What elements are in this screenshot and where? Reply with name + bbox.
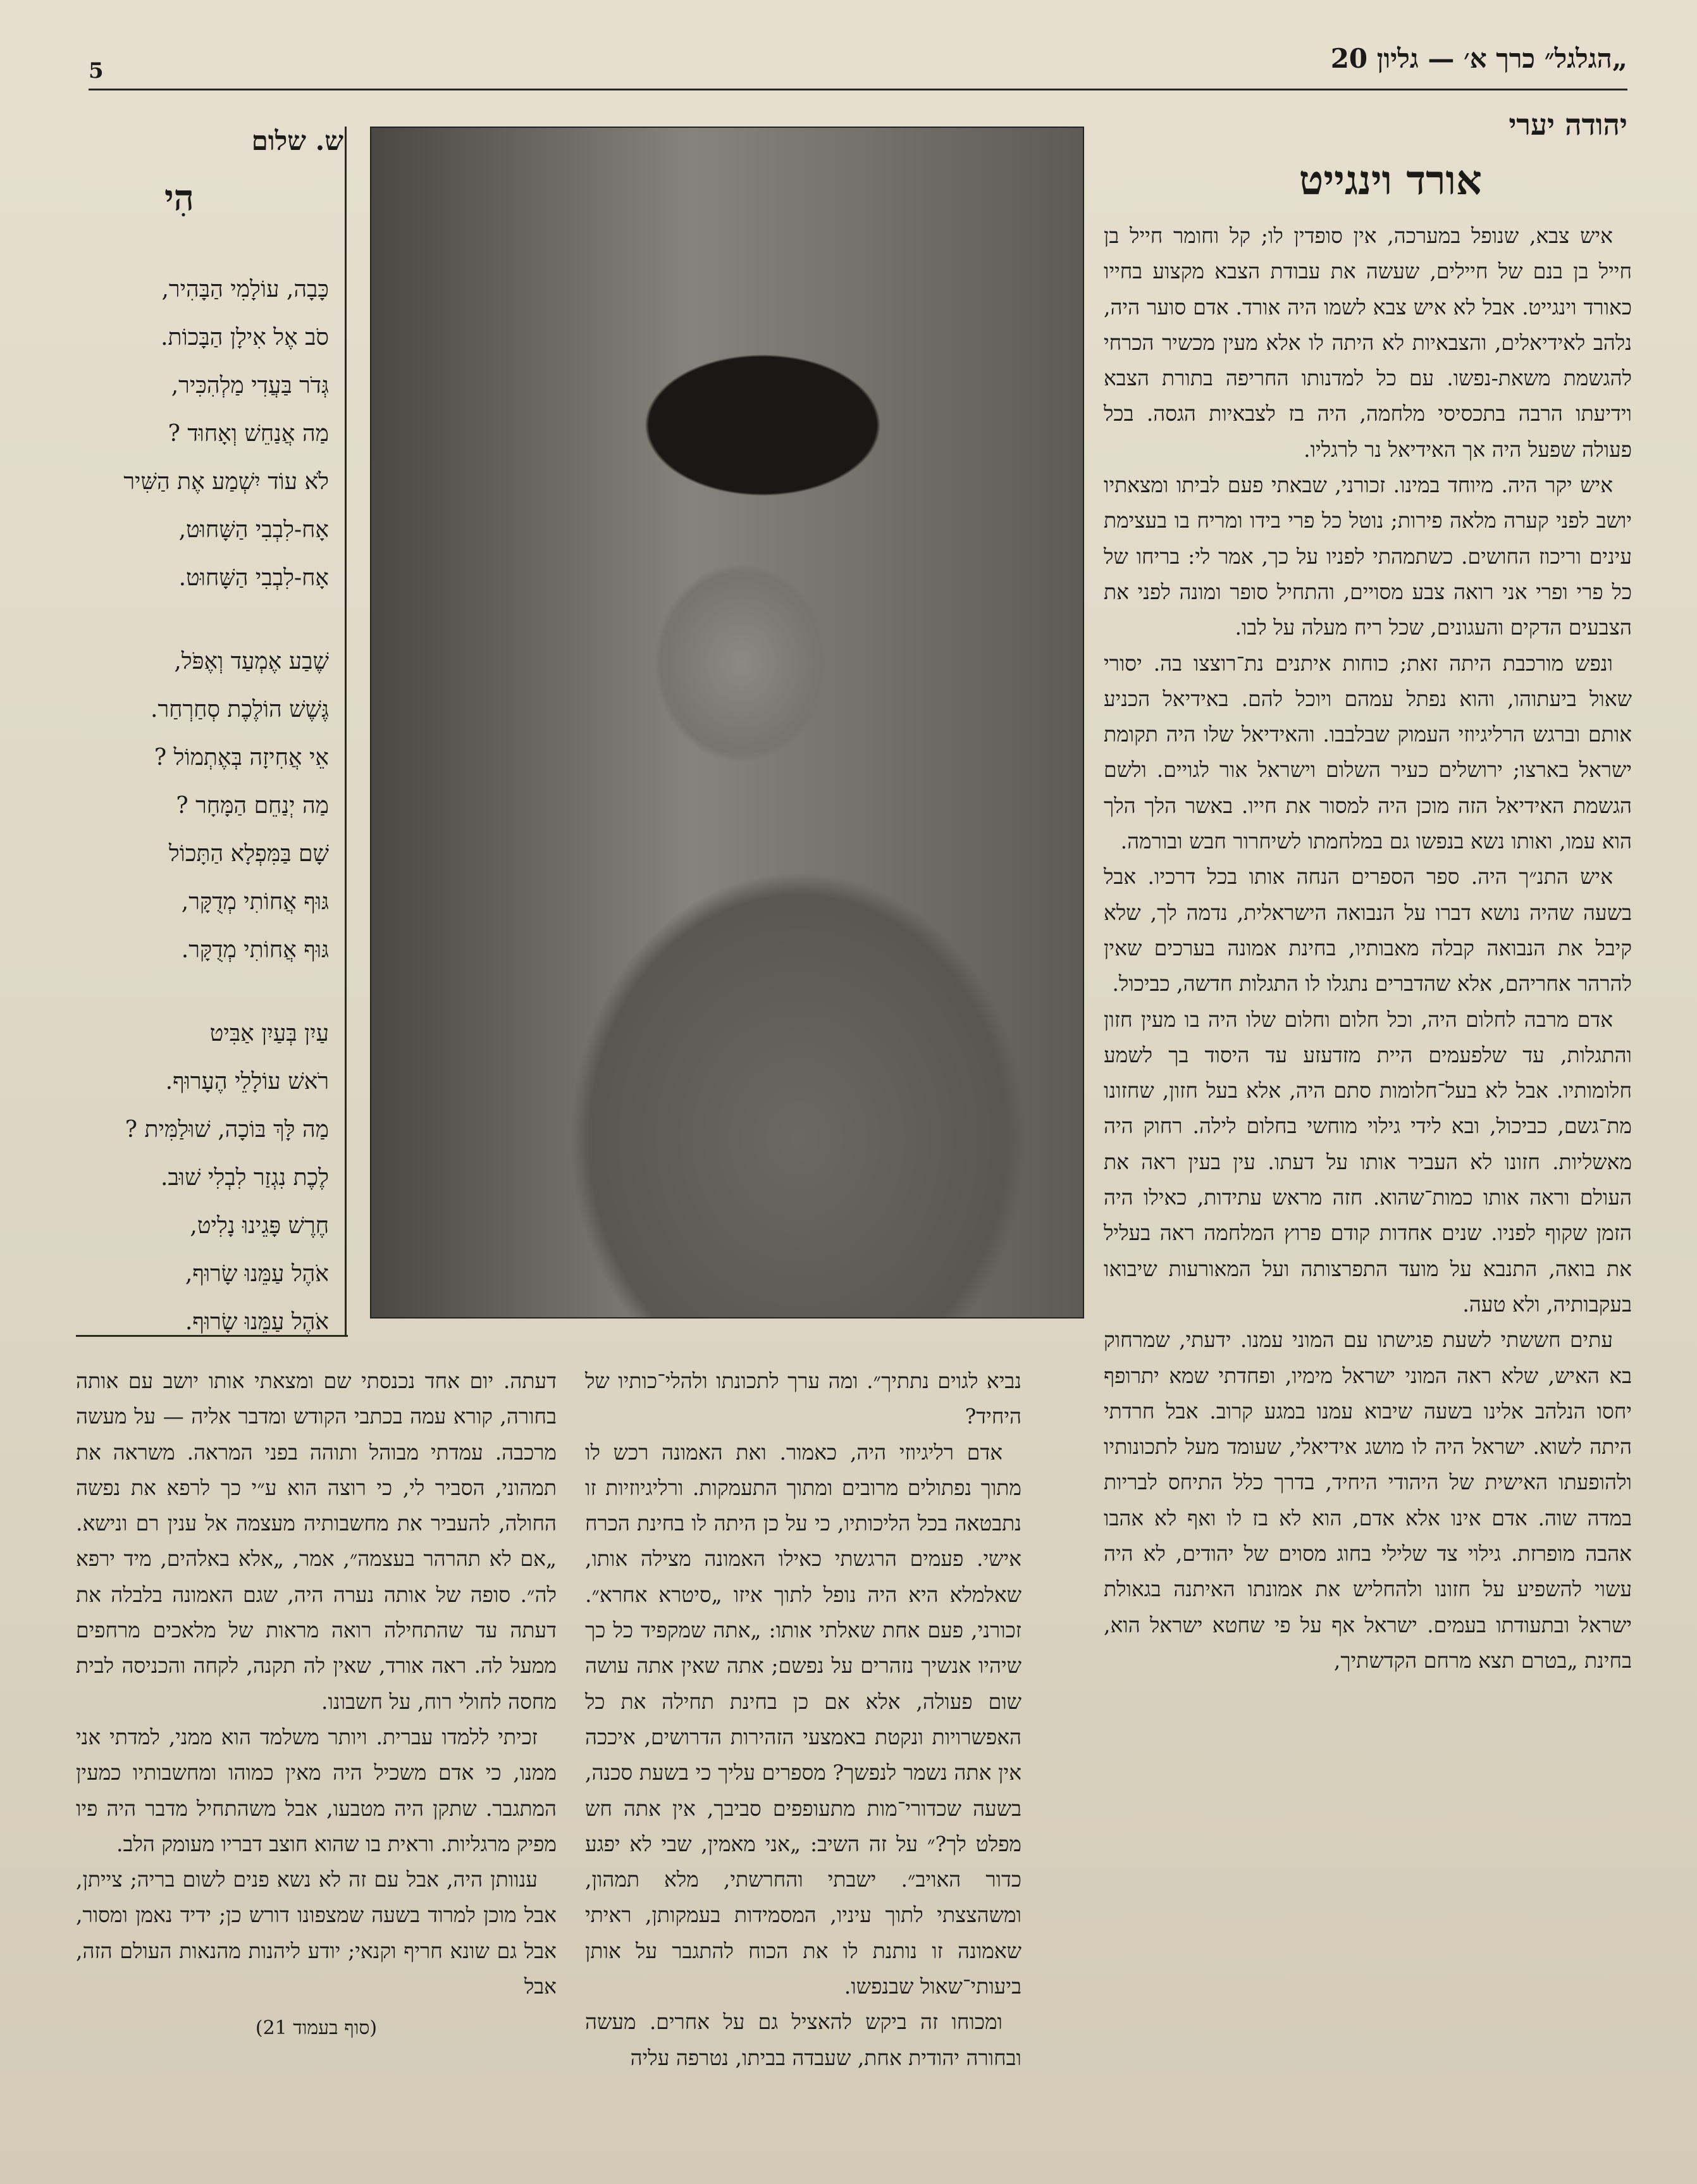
paragraph: ומכוחו זה ביקש להאציל גם על אחרים. מעשה ובחורה יהודית אחת, שעבדה בביתו, נטרפה עליה	[585, 2009, 1021, 2070]
poem-title: הִי	[164, 177, 194, 219]
article-author: יהודה יערי	[1509, 108, 1627, 142]
poem-line: גֶּשֶׁשׁ הוֹלֶכֶת סְחַרְחַר.	[151, 697, 329, 723]
poem-body	[101, 266, 329, 1382]
poem-stanza	[101, 1010, 329, 1346]
paragraph: זכיתי ללמדו עברית. ויותר משלמד הוא ממני, למדתי אני ממנו, כי אדם משכיל היה מאין כמוהו ומחשבותיו כמעין המתגבר. שתקן היה מטבעו, אבל משהתחיל מדבר היה פיו מפיק מרגליות. וראית בו שהוא חוצב דבריו מעומק הלב.	[76, 1724, 557, 1856]
article-column-middle	[585, 1363, 1021, 2076]
poem-line: רֹאשׁ עוֹלָלֵי הֶעָרוּף.	[165, 1069, 329, 1095]
continued-note: (סוף בעמוד 21)	[255, 2017, 378, 2040]
paragraph: ונפש מורכבת היתה זאת; כוחות איתנים נת־רוצצו בה. יסורי שאול ביעתוהו, והוא נפתל עמהם ויוכל להם. באידיאל הכניע אותם וברגש הרליגיוזי העמוק שבלבבו. והאידיאל שלו היה תקומת ישראל בארצו; ירושלים כעיר השלום וישראל אור לגויים. ולשם הגשמת האידיאל הזה מוכן היה למסור את חייו. באשר הלך הלך הוא עמו, ואותו נשא בנפשו גם במלחמתו לשיחרור חבש ובורמה.	[1104, 650, 1632, 854]
poem-line: אֵי אֲחִיזָה בְּאֶתְמוֹל ?	[154, 745, 329, 771]
poem-line: אֹהֶל עַמֵּנוּ שָׂרוּף.	[185, 1309, 329, 1335]
poem-line: מַה אֲנַחֵשׁ וְאָחוּד ?	[168, 421, 329, 447]
article-column-left	[76, 1363, 557, 2047]
paragraph: איש צבא, שנופל במערכה, אין סופדין לו; קל וחומר חייל בן חייל בן בנם של חיילים, שעשה את עבודת הצבא מקצוע בחייו כאורד וינגייט. אבל לא איש צבא לשמו היה אורד. אדם סוער היה, נלהב לאידיאלים, והצבאיות לא היתה לו אלא מעין מכשיר הכרחי להגשמת משאת-נפשו. עם כל למדנותו החריפה בתורת הצבא וידיעתו הרבה בתכסיסי מלחמה, היה בז לצבאיות הגסה. בכל פעולה שפעל היה אך האידיאל נר לרגליו.	[1104, 223, 1632, 462]
poem-bottom-rule	[76, 1335, 348, 1337]
portrait-photo	[370, 127, 1084, 1318]
header-rule	[89, 89, 1627, 90]
paragraph: דעתה. יום אחד נכנסתי שם ומצאתי אותו יושב עם אותה בחורה, קורא עמה בכתבי הקודש ומדבר אליה — על מעשה מרכבה. עמדתי מבוהל ותוהה בפני המראה. משראה את תמהוני, הסביר לי, כי רוצה הוא ע״י כך לרפא את נפשה החולה, להעביר את מחשבותיה מעצמה אל ענין רם ונישא. „אם לא תהרהר בעצמה״, אמר, „אלא באלהים, מיד ירפא לה״. סופה של אותה נערה היה, שגם האמונה בלבלה את דעתה עד שהתחילה רואה מראות של מלאכים מרחפים ממעל לה. ראה אורד, שאין לה תקנה, לקחה והכניסה לבית מחסה לחולי רוח, על חשבונו.	[76, 1368, 557, 1714]
paragraph: איש יקר היה. מיוחד במינו. זכורני, שבאתי פעם לביתו ומצאתיו יושב לפני קערה מלאה פירות; נוטל כל פרי בידו ומריח בו בעצימת עינים וריכוז החושים. כשתמהתי לפניו על כך, אמר לי: בריחו של כל פרי ופרי אני רואה צבע מסויים, והתחיל סופר ומונה לפני את הצבעים הדקים והעגונים, שכל ריח מעלה על לבו.	[1104, 473, 1632, 640]
paragraph: אדם רליגיוזי היה, כאמור. ואת האמונה רכש לו מתוך נפתולים מרובים ומתוך התעמקות. ורליגיוזיות זו נתבטאה בכל הליכותיו, כי על כן היתה לו בחינת הכרח אישי. פעמים הרגשתי כאילו האמונה מצילה אותו, שאלמלא היא היה נופל לתוך איזו „סיטרא אחרא״. זכורני, פעם אחת שאלתי אותו: „אתה שמקפיד כל כך שיהיו אנשיך נזהרים על נפשם; אתה שאין אתה עושה שום פעולה, אלא אם כן בחינת תחילה את כל האפשרויות ונקטת באמצעי הזהירות הדרושים, איככה אין אתה נשמר לנפשך? מספרים עליך כי בשעת סכנה, בשעה שכדורי־מות מתעופפים סביבך, אין אתה חש מפלט לך?״ על זה השיב: „אני מאמין, שבי לא יפגע כדור האויב״. ישבתי והחרשתי, מלא תמהון, ומשהצצתי לתוך עיניו, המסמידות בעמקותן, ראיתי שאמונה זו נותנת לו את הכוח להתגבר על אותן ביעותי־שאול שבנפשו.	[585, 1439, 1021, 1999]
poem-line: עַיִן בְּעַיִן אַבִּיט	[209, 1021, 329, 1046]
poem-line: אָח-לִבְבִי הַשָּׁחוּט.	[178, 565, 329, 591]
paragraph: איש התנ״ך היה. ספר הספרים הנחה אותו בכל דרכיו. אבל בשעה שהיה נושא דברו על הנבואה הישראלית, נדמה לך, שלא קיבל את הנבואה קבלה מאבותיו, בחינת אמונה בערכים שאין להרהר אחריהם, אלא שהדברים נתגלו לו התגלות חדשה, כביכול.	[1104, 864, 1632, 996]
article-title: אורד וינגייט	[1299, 157, 1482, 204]
poem-line: כָּבָה, עוֹלָמִי הַבָּהִיר,	[161, 276, 329, 302]
poem-line: חֶרֶשׁ פָּגֵינוּ נָלִיט,	[190, 1213, 329, 1239]
page-number: 5	[89, 58, 104, 84]
poem-line: גְּדֹר בַּעֲדִי מַלְהִכִּיר,	[171, 373, 329, 399]
poem-line: גּוּף אֲחוֹתִי מְדֻקָּר,	[181, 889, 329, 915]
paragraph: ענוותן היה, אבל עם זה לא נשא פנים לשום בריה; צייתן, אבל מוכן למרוד בשעה שמצפונו דורש כן; ידיד נאמן ומסור, אבל גם שונא חריף וקנאי; יודע ליהנות מהנאות העולם הזה, אבל	[76, 1867, 557, 1999]
poem-author: ש. שלום	[251, 125, 343, 156]
poem-line: סֹב אֶל אִילָן הַבָּכוֹת.	[161, 325, 329, 351]
poem-line: לֹא עוֹד יִשְׁמַע אֶת הַשִּׁיר	[123, 469, 329, 495]
poem-line: מַה לָּךְ בּוֹכָה, שׁוּלַמִּית ?	[125, 1117, 329, 1143]
article-column-right	[1104, 218, 1632, 1678]
poem-line: אָח-לִבְבִי הַשָּׁחוּט,	[178, 517, 329, 543]
poem-line: שָׁם בַּמִּפְלָא הַתָּכוֹל	[168, 841, 329, 867]
poem-line: אֹהֶל עַמֵּנוּ שָׂרוּף,	[185, 1261, 329, 1287]
poem-line: מַה יְנַחֵם הַמָּחָר ?	[176, 793, 329, 819]
paragraph: נביא לגוים נתתיך״. ומה ערך לתכונתו ולהלי־כותיו של היחיד?	[585, 1368, 1021, 1429]
running-head: „הגלגל״ כרך א׳ — גליון 20	[1330, 43, 1627, 74]
poem-line: שֶׁבַע אֶמְעַד וְאֶפֹּל,	[174, 648, 329, 674]
poem-line: לֶכֶת נִגְזַר לִבְלִי שׁוּב.	[161, 1165, 329, 1191]
poem-stanza	[101, 266, 329, 602]
column-rule	[345, 127, 347, 1335]
paragraph: אדם מרבה לחלום היה, וכל חלום וחלום שלו היה בו מעין חזון והתגלות, עד שלפעמים היית מזדעזע עד היסוד בך לשמע חלומותיו. אבל לא בעל־חלומות סתם היה, אלא בעל חזון, שחזונו מת־גשם, כביכול, ובא לידי גילוי מוחשי בחלום לילה. רחוק היה מאשליות. חזונו לא העביר אותו על דעתו. עין בעין ראה את העולם וראה אותו כמות־שהוא. חזה מראש עתידות, כאילו היה הזמן שקוף לפניו. שנים אחדות קודם פרוץ המלחמה ראה בעליל את בואה, התנבא על מועד התפרצותה ועל המאורעות שיבואו בעקבותיה, ולא טעה.	[1104, 1007, 1632, 1317]
poem-stanza	[101, 638, 329, 974]
paragraph: עתים חששתי לשעת פגישתו עם המוני עמנו. ידעתי, שמרחוק בא האיש, שלא ראה המוני ישראל מימיו, ופחדתי שמא יתרופף יחסו הנלהב אלינו בשעה שיבוא עמנו במגע קרוב. אבל חרדתי היתה לשוא. ישראל היה לו מושג אידיאלי, שעומד מעל לתכונותיו ולהופעתו האישית של היהודי היחיד, בדרך כלל התיחס לבריות במדה שוה. אדם אינו אלא אדם, הוא לא בז לו ואף לא אהבו אהבה מופרזת. גילוי צד שלילי בחוג מסוים של יהודים, לא היה עשוי להשפיע על חזונו ולהחליש את אמונתו האיתנה בגאולת ישראל ובתעודתו בעמים. ישראל אף על פי שחטא ישראל הוא, בחינת „בטרם תצא מרחם הקדשתיך,	[1104, 1327, 1632, 1673]
poem-line: גּוּף אֲחוֹתִי מְדֻקָּר.	[181, 937, 329, 963]
